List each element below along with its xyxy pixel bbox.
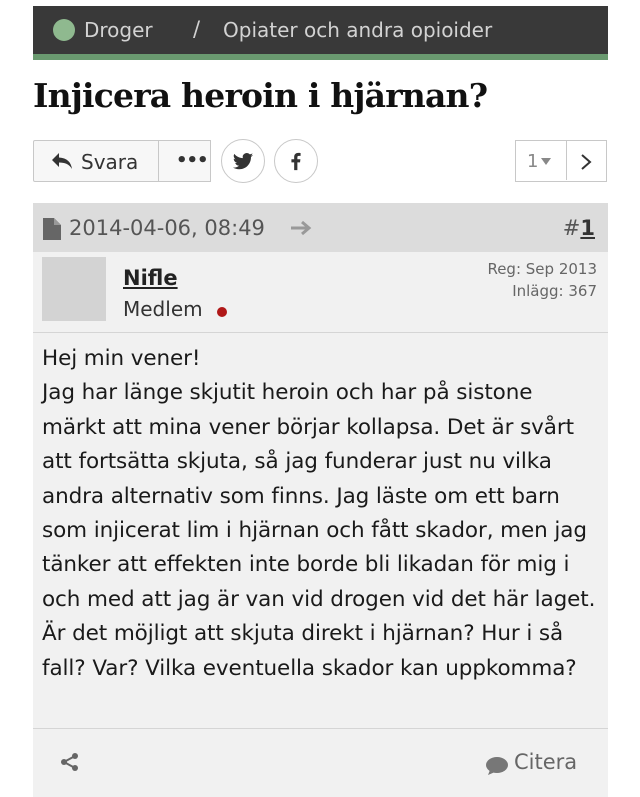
- facebook-icon: [285, 150, 307, 172]
- reply-button[interactable]: [33, 140, 159, 182]
- twitter-icon: [232, 150, 254, 172]
- more-options-button[interactable]: [158, 140, 211, 182]
- post-body: [33, 333, 608, 728]
- document-icon: [43, 218, 61, 244]
- reply-arrow-icon: [50, 150, 74, 176]
- share-icon[interactable]: [60, 752, 80, 776]
- breadcrumb-separator: /: [193, 17, 201, 41]
- page-select[interactable]: 1: [527, 151, 539, 172]
- author-post-count: Inlägg: 367: [512, 282, 597, 300]
- thread-title: Injicera heroin i hjärnan?: [33, 76, 488, 115]
- avatar[interactable]: [42, 257, 106, 321]
- breadcrumb: [33, 6, 608, 60]
- pager-divider: [566, 141, 567, 180]
- breadcrumb-item-droger[interactable]: Droger: [84, 18, 153, 42]
- forum-logo-icon[interactable]: [53, 19, 75, 41]
- author-name[interactable]: Nifle: [123, 266, 178, 290]
- chevron-right-icon: [580, 153, 592, 171]
- author-reg-date: Reg: Sep 2013: [487, 260, 597, 278]
- caret-down-icon[interactable]: [541, 158, 551, 165]
- twitter-share-button[interactable]: [221, 139, 265, 183]
- page-navigation: [515, 140, 607, 182]
- post-author: [33, 252, 608, 333]
- facebook-share-button[interactable]: [274, 139, 318, 183]
- post-footer: [33, 728, 608, 797]
- post-number-link[interactable]: 1: [580, 216, 595, 240]
- breadcrumb-item-opiater[interactable]: Opiater och andra opioider: [223, 18, 493, 42]
- quote-button[interactable]: Citera: [514, 750, 578, 774]
- reply-label: Svara: [81, 150, 139, 174]
- arrow-right-icon[interactable]: [290, 220, 314, 240]
- post-date: 2014-04-06, 08:49: [69, 216, 265, 240]
- more-dots-icon: •••: [176, 150, 208, 171]
- post-header: [33, 203, 608, 252]
- post-text: Hej min vener! Jag har länge skjutit heroin och har på sistone märkt att mina vener börjar kollapsa. Det är svårt att fortsätta skjuta, så jag funderar just nu vilka andra alternativ som finns. Jag läste om ett barn som injicerat lim i hjärnan och fått skador, men jag tänker att effekten inte borde bli likadan för mig i och med att jag är van vid drogen vid det här laget. Är det möjligt att skjuta direkt i hjärnan? Hur i så fall? Var? Vilka eventuella skador kan uppkomma?: [42, 346, 596, 681]
- post-number: [563, 216, 595, 240]
- speech-bubble-icon[interactable]: [485, 756, 509, 780]
- author-role: Medlem: [123, 297, 203, 321]
- next-page-button[interactable]: [580, 153, 592, 175]
- status-dot-icon: [217, 307, 227, 317]
- post-number-prefix: #: [562, 216, 581, 240]
